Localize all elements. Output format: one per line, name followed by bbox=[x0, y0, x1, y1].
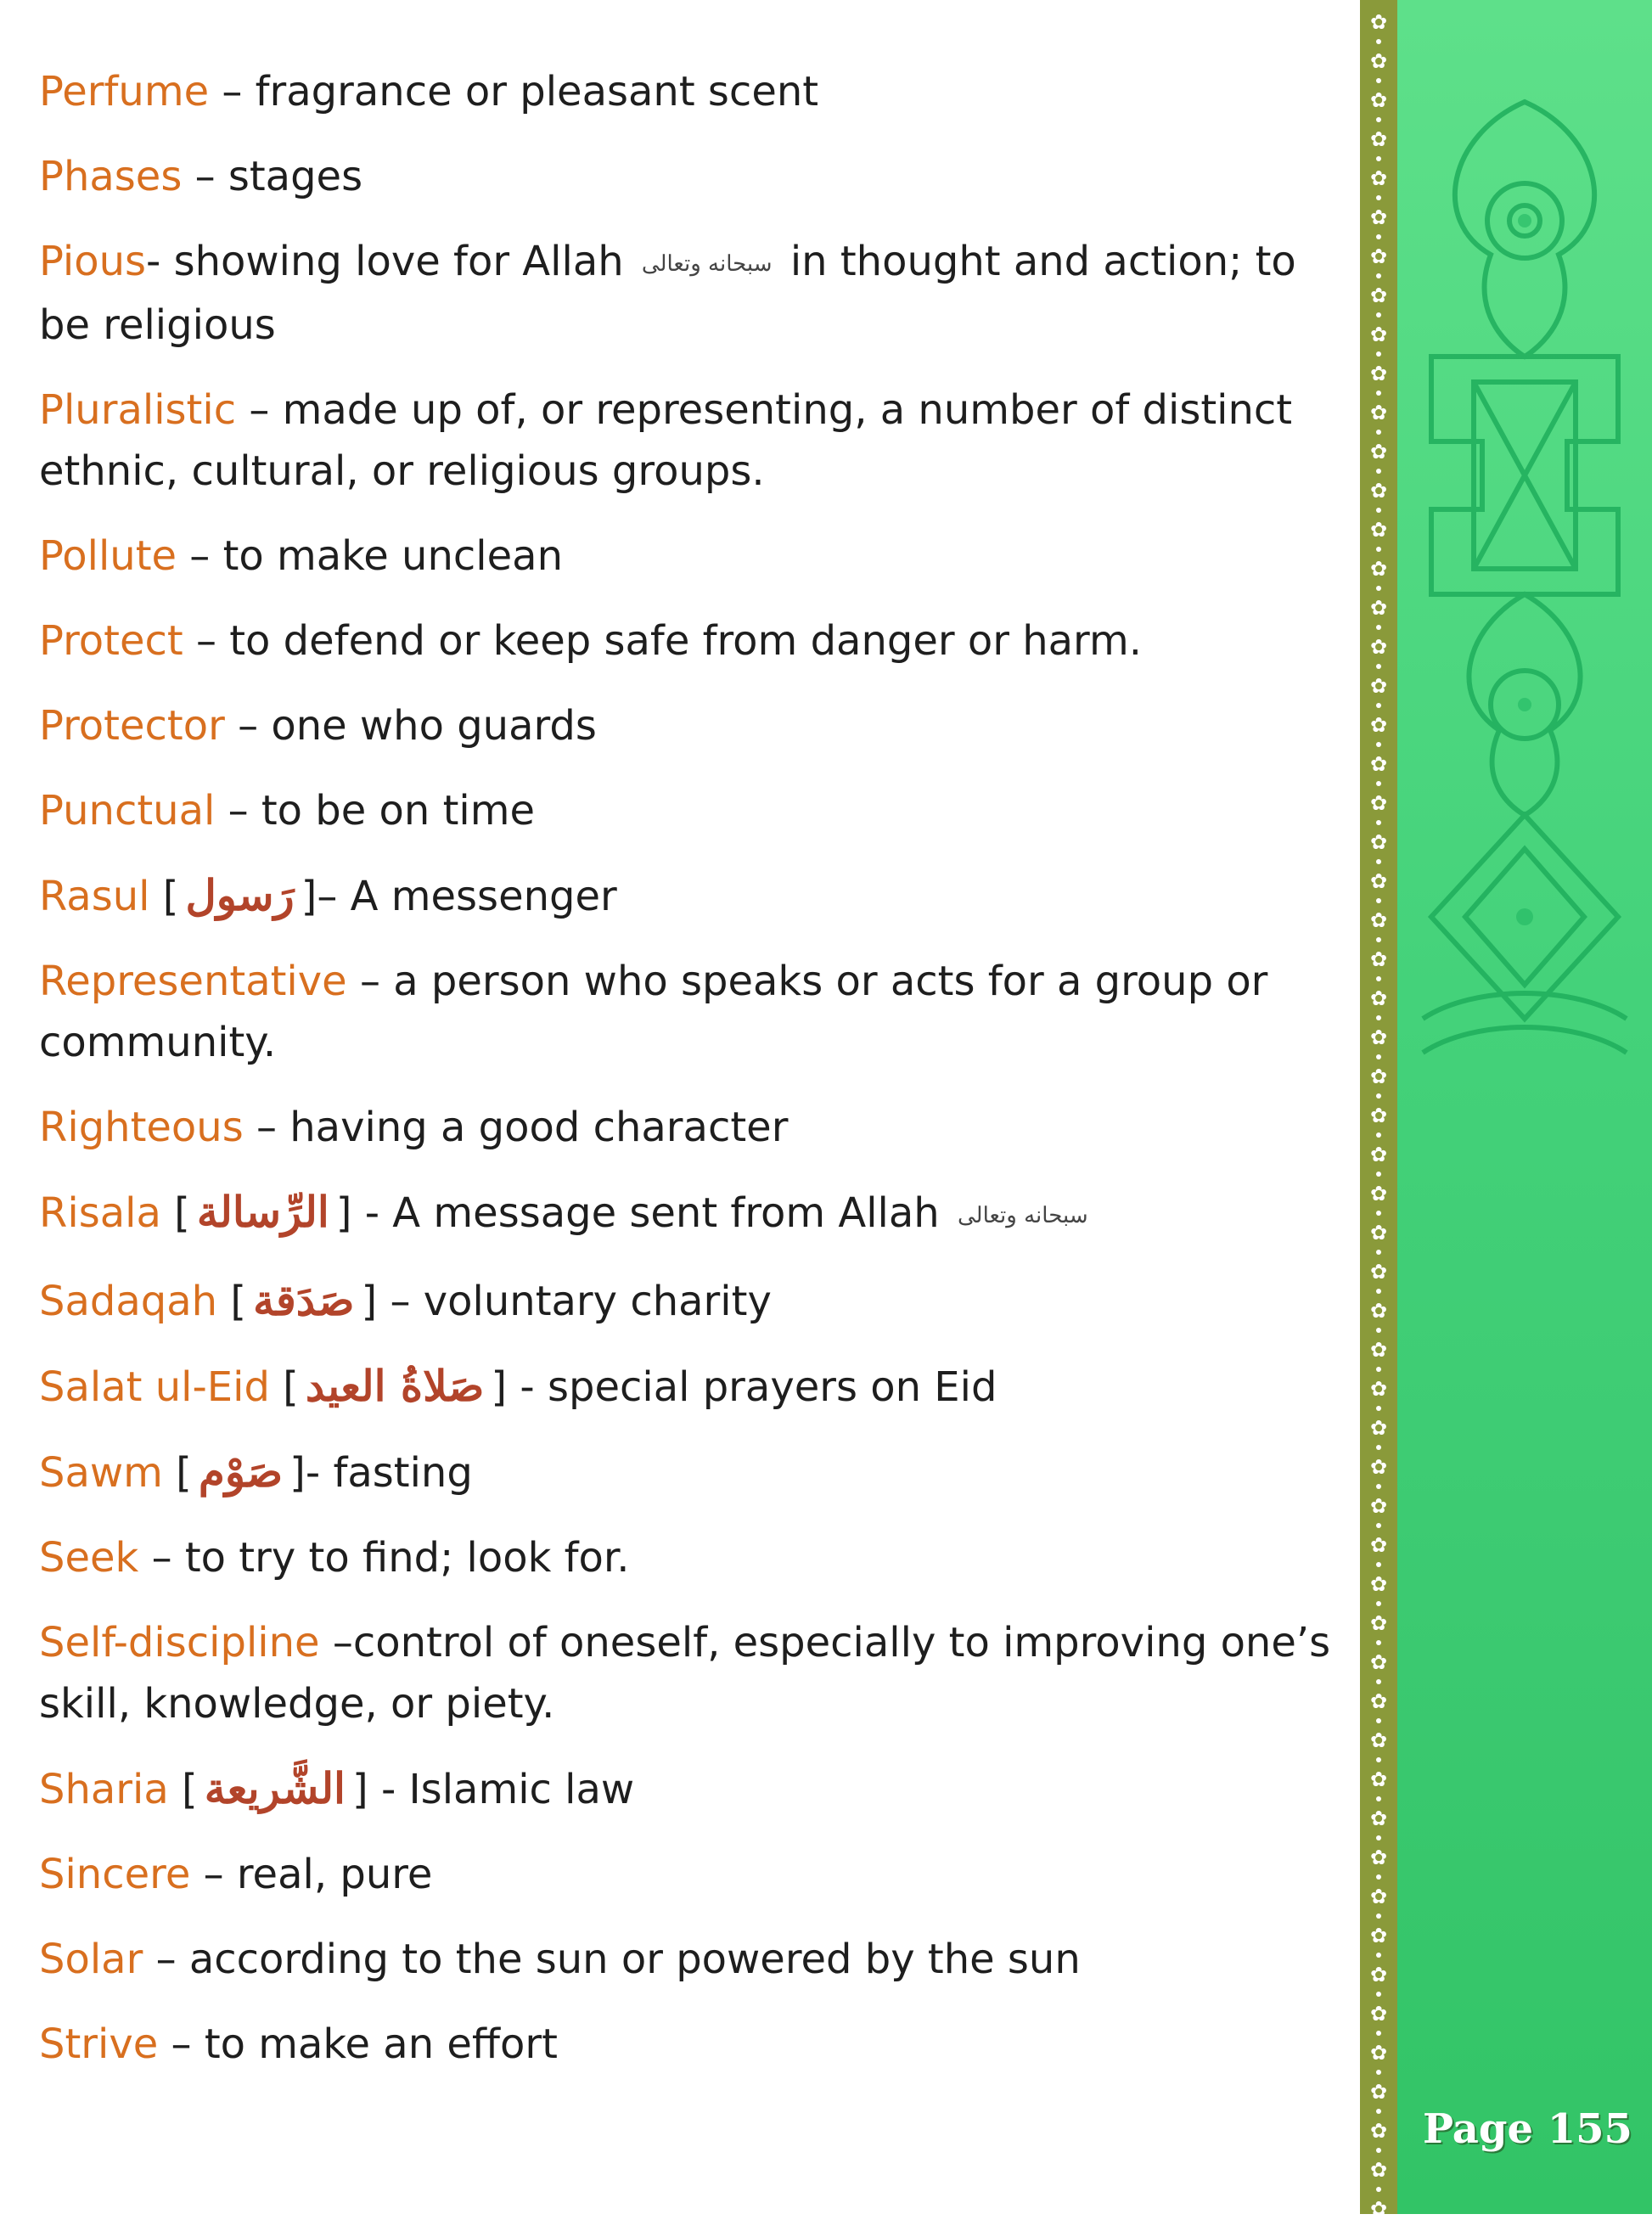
glossary-entry-seek: Seek – to try to find; look for. bbox=[39, 1534, 630, 1582]
glossary-entry-sharia: Sharia [ الشَّريعة ] - Islamic law bbox=[39, 1763, 635, 1813]
border-dot-icon bbox=[1376, 781, 1381, 786]
definition-continued: in thought and action; to be religious bbox=[39, 238, 1296, 349]
border-dot-icon bbox=[1376, 156, 1381, 161]
glossary-entry-sincere: Sincere – real, pure bbox=[39, 1851, 433, 1898]
border-flower-icon: ✿ bbox=[1369, 1026, 1388, 1049]
term: Protect bbox=[39, 617, 183, 665]
definition: having a good character bbox=[289, 1104, 789, 1151]
glossary-entry-protector: Protector – one who guards bbox=[39, 702, 597, 750]
term: Phases bbox=[39, 153, 183, 200]
definition: – A messenger bbox=[317, 873, 617, 920]
border-dot-icon bbox=[1376, 1328, 1381, 1333]
definition: - Islamic law bbox=[368, 1766, 635, 1813]
border-flower-icon: ✿ bbox=[1369, 127, 1388, 151]
border-dot-icon bbox=[1376, 117, 1381, 122]
term: Risala bbox=[39, 1189, 161, 1237]
border-flower-icon: ✿ bbox=[1369, 1455, 1388, 1479]
ornament-pattern bbox=[1397, 0, 1652, 2214]
term: Solar bbox=[39, 1936, 143, 1983]
border-flower-icon: ✿ bbox=[1369, 1924, 1388, 1947]
border-dot-icon bbox=[1376, 2070, 1381, 2075]
definition: to be on time bbox=[261, 787, 536, 835]
border-flower-icon: ✿ bbox=[1369, 1650, 1388, 1674]
border-dot-icon bbox=[1376, 547, 1381, 552]
arabic-term: صَوْم bbox=[198, 1447, 284, 1497]
border-dot-icon bbox=[1376, 586, 1381, 591]
border-flower-icon: ✿ bbox=[1369, 1963, 1388, 1987]
border-dot-icon bbox=[1376, 742, 1381, 747]
border-dot-icon bbox=[1376, 2226, 1381, 2231]
term: Self-discipline bbox=[39, 1619, 320, 1666]
border-dot-icon bbox=[1376, 1953, 1381, 1958]
border-dot-icon bbox=[1376, 1562, 1381, 1567]
border-dot-icon bbox=[1376, 664, 1381, 669]
border-dot-icon bbox=[1376, 391, 1381, 396]
border-flower-icon: ✿ bbox=[1369, 518, 1388, 542]
border-flower-icon: ✿ bbox=[1369, 1182, 1388, 1205]
border-flower-icon: ✿ bbox=[1369, 947, 1388, 971]
glossary-entry-pollute: Pollute – to make unclean bbox=[39, 532, 563, 580]
border-dot-icon bbox=[1376, 1093, 1381, 1099]
border-dot-icon bbox=[1376, 273, 1381, 278]
term: Protector bbox=[39, 702, 225, 750]
arabic-term: الرِّسالة bbox=[196, 1187, 329, 1237]
border-dot-icon bbox=[1376, 1835, 1381, 1840]
border-flower-icon: ✿ bbox=[1369, 674, 1388, 698]
term: Sincere bbox=[39, 1851, 191, 1898]
definition: showing love for Allah bbox=[173, 238, 624, 285]
definition: - special prayers on Eid bbox=[507, 1363, 997, 1411]
border-dot-icon bbox=[1376, 820, 1381, 825]
border-flower-icon: ✿ bbox=[1369, 830, 1388, 854]
border-flower-icon: ✿ bbox=[1369, 88, 1388, 112]
term: Righteous bbox=[39, 1104, 244, 1151]
border-flower-icon: ✿ bbox=[1369, 752, 1388, 776]
border-dot-icon bbox=[1376, 469, 1381, 474]
border-flower-icon: ✿ bbox=[1369, 791, 1388, 815]
definition: one who guards bbox=[271, 702, 597, 750]
term: Perfume bbox=[39, 68, 210, 115]
border-dot-icon bbox=[1376, 1718, 1381, 1723]
arabic-term: صَلاةُ العيد bbox=[305, 1361, 485, 1411]
border-dot-icon bbox=[1376, 1289, 1381, 1294]
border-flower-icon: ✿ bbox=[1369, 2002, 1388, 2026]
border-dot-icon bbox=[1376, 312, 1381, 318]
glossary-entry-strive: Strive – to make an effort bbox=[39, 2020, 558, 2068]
term: Rasul bbox=[39, 873, 150, 920]
border-flower-icon: ✿ bbox=[1369, 2119, 1388, 2143]
definition: – voluntary charity bbox=[377, 1278, 772, 1325]
border-flower-icon: ✿ bbox=[1369, 635, 1388, 659]
border-flower-icon: ✿ bbox=[1369, 1846, 1388, 1869]
border-flower-icon: ✿ bbox=[1369, 1104, 1388, 1127]
border-dot-icon bbox=[1376, 1172, 1381, 1177]
border-flower-icon: ✿ bbox=[1369, 596, 1388, 620]
border-flower-icon: ✿ bbox=[1369, 10, 1388, 34]
border-flower-icon: ✿ bbox=[1369, 1143, 1388, 1166]
term: Sawm bbox=[39, 1449, 163, 1497]
border-flower-icon: ✿ bbox=[1369, 1807, 1388, 1830]
border-dot-icon bbox=[1376, 1757, 1381, 1762]
term: Seek bbox=[39, 1534, 139, 1582]
page-number: Page 155 bbox=[1423, 2105, 1632, 2153]
glossary-list bbox=[39, 61, 1346, 2099]
glossary-entry-punctual: Punctual – to be on time bbox=[39, 787, 536, 835]
border-dot-icon bbox=[1376, 898, 1381, 903]
definition: to make unclean bbox=[222, 532, 563, 580]
glossary-entry-phases: Phases – stages bbox=[39, 153, 363, 200]
term: Representative bbox=[39, 958, 347, 1005]
definition: to make an effort bbox=[204, 2020, 558, 2068]
border-dot-icon bbox=[1376, 2148, 1381, 2153]
border-flower-icon: ✿ bbox=[1369, 1689, 1388, 1713]
border-dot-icon bbox=[1376, 2109, 1381, 2114]
definition: made up of, or representing, a number of distinct ethnic, cultural, or religious groups. bbox=[39, 386, 1293, 495]
border-dot-icon bbox=[1376, 2031, 1381, 2036]
border-flower-icon: ✿ bbox=[1369, 1299, 1388, 1323]
border-dot-icon bbox=[1376, 39, 1381, 44]
border-dot-icon bbox=[1376, 703, 1381, 708]
term: Sadaqah bbox=[39, 1278, 218, 1325]
border-dot-icon bbox=[1376, 859, 1381, 864]
border-flower-icon: ✿ bbox=[1369, 869, 1388, 893]
glossary-entry-rasul: Rasul [ رَسول ]– A messenger bbox=[39, 870, 617, 920]
border-dot-icon bbox=[1376, 1679, 1381, 1684]
term: Punctual bbox=[39, 787, 216, 835]
border-flower-icon: ✿ bbox=[1369, 205, 1388, 229]
arabic-term: صَدَقة bbox=[253, 1275, 355, 1325]
border-dot-icon bbox=[1376, 1601, 1381, 1606]
border-dot-icon bbox=[1376, 1015, 1381, 1020]
glossary-entry-representative: Representative – a person who speaks or acts for a group or community. bbox=[39, 958, 1268, 1066]
border-dot-icon bbox=[1376, 1484, 1381, 1489]
border-flower-icon: ✿ bbox=[1369, 362, 1388, 385]
definition: - fasting bbox=[305, 1449, 473, 1497]
border-dot-icon bbox=[1376, 1874, 1381, 1880]
border-flower-icon: ✿ bbox=[1369, 2080, 1388, 2104]
border-flower-icon: ✿ bbox=[1369, 49, 1388, 73]
term: Pollute bbox=[39, 532, 177, 580]
border-flower-icon: ✿ bbox=[1369, 1221, 1388, 1245]
term: Sharia bbox=[39, 1766, 169, 1813]
definition: control of oneself, especially to improving one’s skill, knowledge, or piety. bbox=[39, 1619, 1331, 1728]
definition: - A message sent from Allah bbox=[351, 1189, 940, 1237]
glossary-entry-sadaqah: Sadaqah [ صَدَقة ] – voluntary charity bbox=[39, 1275, 772, 1325]
glossary-entry-pious: Pious- showing love for Allah سبحانه وتعالى in thought and action; to be religious bbox=[39, 238, 1296, 349]
border-flower-icon: ✿ bbox=[1369, 2158, 1388, 2182]
border-flower-icon: ✿ bbox=[1369, 166, 1388, 190]
border-dot-icon bbox=[1376, 1913, 1381, 1919]
border-dot-icon bbox=[1376, 430, 1381, 435]
border-dot-icon bbox=[1376, 234, 1381, 239]
honorific-glyph: سبحانه وتعالى bbox=[957, 1203, 1088, 1228]
border-dot-icon bbox=[1376, 976, 1381, 981]
border-flower-icon: ✿ bbox=[1369, 1767, 1388, 1791]
term: Pious bbox=[39, 238, 147, 285]
honorific-glyph: سبحانه وتعالى bbox=[641, 251, 773, 277]
border-dot-icon bbox=[1376, 1796, 1381, 1801]
term: Salat ul-Eid bbox=[39, 1363, 270, 1411]
border-dot-icon bbox=[1376, 1054, 1381, 1059]
definition: to defend or keep safe from danger or harm. bbox=[229, 617, 1142, 665]
border-flower-icon: ✿ bbox=[1369, 1533, 1388, 1557]
border-dot-icon bbox=[1376, 1211, 1381, 1216]
border-flower-icon: ✿ bbox=[1369, 2041, 1388, 2065]
border-flower-icon: ✿ bbox=[1369, 1572, 1388, 1596]
border-dot-icon bbox=[1376, 1250, 1381, 1255]
border-flower-icon: ✿ bbox=[1369, 2197, 1388, 2221]
glossary-entry-sawm: Sawm [ صَوْم ]- fasting bbox=[39, 1447, 473, 1497]
border-flower-icon: ✿ bbox=[1369, 244, 1388, 268]
border-flower-icon: ✿ bbox=[1369, 1611, 1388, 1635]
border-flower-icon: ✿ bbox=[1369, 908, 1388, 932]
glossary-entry-risala: Risala [ الرِّسالة ] - A message sent from Allah سبحانه وتعالى bbox=[39, 1182, 1346, 1246]
border-flower-icon: ✿ bbox=[1369, 1728, 1388, 1752]
border-dot-icon bbox=[1376, 625, 1381, 630]
border-flower-icon: ✿ bbox=[1369, 1416, 1388, 1440]
arabic-term: الشَّريعة bbox=[204, 1763, 346, 1813]
decorative-border-strip bbox=[1360, 0, 1397, 2221]
border-flower-icon: ✿ bbox=[1369, 557, 1388, 581]
border-dot-icon bbox=[1376, 1992, 1381, 1997]
glossary-entry-self-discipline: Self-discipline –control of oneself, especially to improving one’s skill, knowledge, or piety. bbox=[39, 1619, 1331, 1728]
term: Pluralistic bbox=[39, 386, 237, 434]
border-dot-icon bbox=[1376, 1640, 1381, 1645]
border-flower-icon: ✿ bbox=[1369, 1338, 1388, 1362]
definition: fragrance or pleasant scent bbox=[255, 68, 819, 115]
border-dot-icon bbox=[1376, 1523, 1381, 1528]
arabic-term: رَسول bbox=[185, 870, 295, 920]
border-dot-icon bbox=[1376, 351, 1381, 357]
border-flower-icon: ✿ bbox=[1369, 440, 1388, 464]
definition: real, pure bbox=[236, 1851, 433, 1898]
border-flower-icon: ✿ bbox=[1369, 1885, 1388, 1908]
definition: according to the sun or powered by the sun bbox=[188, 1936, 1081, 1983]
border-flower-icon: ✿ bbox=[1369, 284, 1388, 307]
border-dot-icon bbox=[1376, 195, 1381, 200]
border-flower-icon: ✿ bbox=[1369, 1260, 1388, 1284]
glossary-entry-perfume: Perfume – fragrance or pleasant scent bbox=[39, 68, 819, 115]
border-flower-icon: ✿ bbox=[1369, 713, 1388, 737]
border-dot-icon bbox=[1376, 2187, 1381, 2192]
glossary-entry-solar: Solar – according to the sun or powered by the sun bbox=[39, 1936, 1081, 1983]
border-dot-icon bbox=[1376, 508, 1381, 513]
definition: to try to find; look for. bbox=[184, 1534, 630, 1582]
border-flower-icon: ✿ bbox=[1369, 986, 1388, 1010]
border-flower-icon: ✿ bbox=[1369, 1065, 1388, 1088]
border-dot-icon bbox=[1376, 1132, 1381, 1138]
glossary-entry-righteous: Righteous – having a good character bbox=[39, 1104, 789, 1151]
definition: stages bbox=[228, 153, 363, 200]
glossary-entry-salat-ul-eid: Salat ul-Eid [ صَلاةُ العيد ] - special prayers on Eid bbox=[39, 1361, 997, 1411]
border-dot-icon bbox=[1376, 1367, 1381, 1372]
border-dot-icon bbox=[1376, 937, 1381, 942]
decorative-side-panel bbox=[1397, 0, 1652, 2214]
definition: a person who speaks or acts for a group or community. bbox=[39, 958, 1268, 1066]
border-flower-icon: ✿ bbox=[1369, 401, 1388, 424]
border-flower-icon: ✿ bbox=[1369, 323, 1388, 346]
term: Strive bbox=[39, 2020, 159, 2068]
glossary-entry-protect: Protect – to defend or keep safe from danger or harm. bbox=[39, 617, 1142, 665]
border-dot-icon bbox=[1376, 78, 1381, 83]
border-flower-icon: ✿ bbox=[1369, 479, 1388, 503]
border-flower-icon: ✿ bbox=[1369, 1494, 1388, 1518]
glossary-entry-pluralistic: Pluralistic – made up of, or representing, a number of distinct ethnic, cultural, or religious groups. bbox=[39, 386, 1293, 495]
border-dot-icon bbox=[1376, 1445, 1381, 1450]
border-flower-icon: ✿ bbox=[1369, 1377, 1388, 1401]
border-dot-icon bbox=[1376, 1406, 1381, 1411]
